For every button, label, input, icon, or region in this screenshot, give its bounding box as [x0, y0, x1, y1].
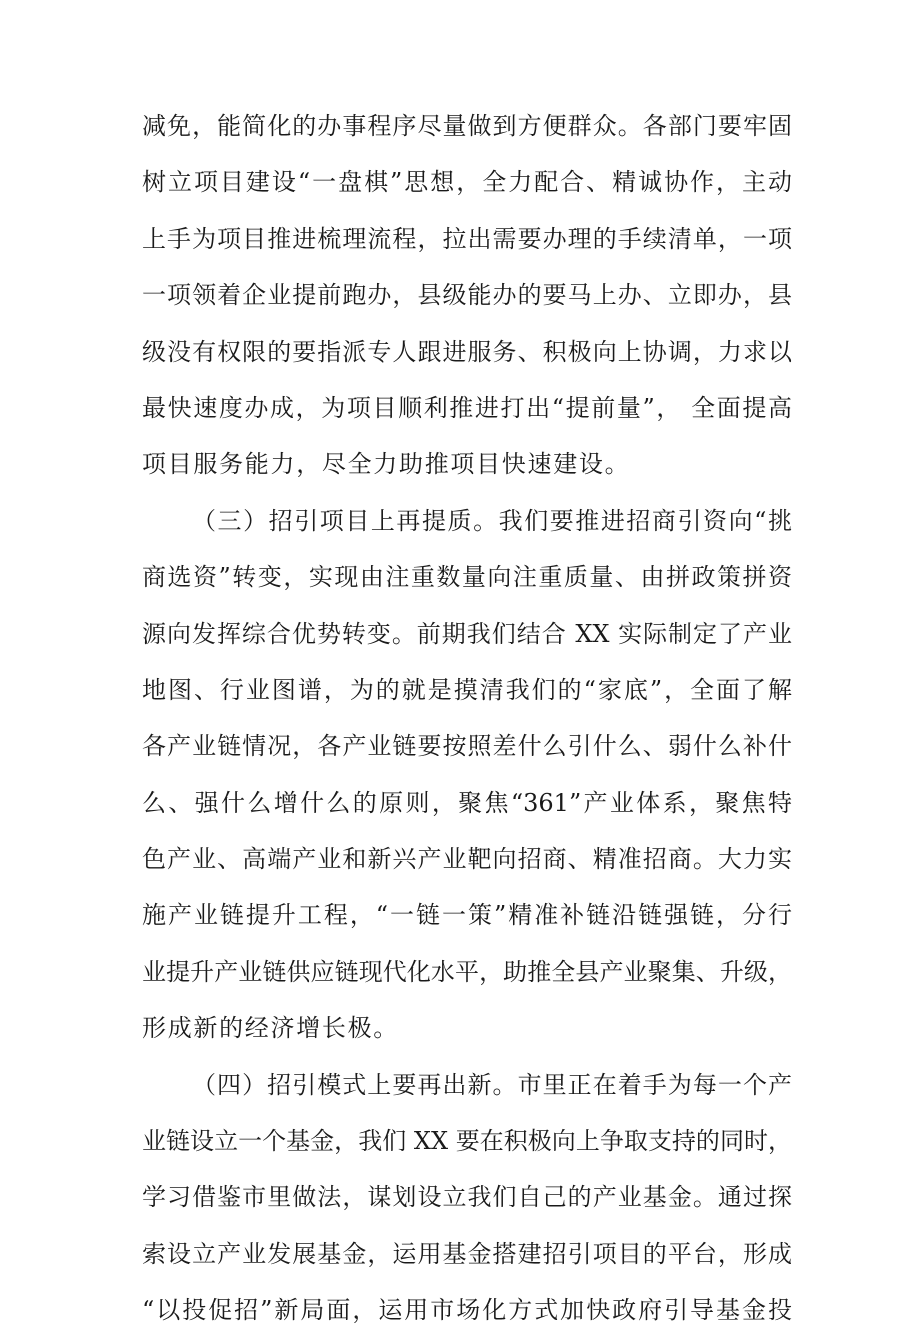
text-line: 地图、行业图谱，为的就是摸清我们的“家底”，全面了解	[142, 675, 792, 704]
text-line: 施产业链提升工程，“一链一策”精准补链沿链强链，分行	[142, 901, 792, 930]
text-line: 各产业链情况，各产业链要按照差什么引什么、弱什么补什	[142, 732, 792, 761]
section-heading-line: （三）招引项目上再提质。我们要推进招商引资向“挑	[192, 506, 792, 535]
text-line: 么、强什么增什么的原则，聚焦“361”产业体系，聚焦特	[142, 788, 792, 817]
text-line: 树立项目建设“一盘棋”思想，全力配合、精诚协作，主动	[142, 168, 792, 197]
text-line: 索设立产业发展基金，运用基金搭建招引项目的平台，形成	[142, 1239, 792, 1268]
section-heading-line: （四）招引模式上要再出新。市里正在着手为每一个产	[192, 1070, 792, 1099]
text-line: 一项领着企业提前跑办，县级能办的要马上办、立即办，县	[142, 281, 792, 310]
text-line: 减免，能简化的办事程序尽量做到方便群众。各部门要牢固	[142, 112, 792, 140]
text-line: 学习借鉴市里做法，谋划设立我们自己的产业基金。通过探	[142, 1183, 792, 1212]
text-line: 最快速度办成，为项目顺利推进打出“提前量”， 全面提高	[142, 393, 792, 422]
text-line: 源向发挥综合优势转变。前期我们结合 XX 实际制定了产业	[142, 619, 792, 648]
text-line: 项目服务能力，尽全力助推项目快速建设。	[142, 450, 631, 479]
body-text	[142, 98, 792, 1339]
text-line: 商选资”转变，实现由注重数量向注重质量、由拼政策拼资	[142, 563, 792, 592]
text-line: 级没有权限的要指派专人跟进服务、积极向上协调，力求以	[142, 337, 792, 366]
text-line: “以投促招”新局面，运用市场化方式加快政府引导基金投	[142, 1296, 792, 1325]
text-line: 业链设立一个基金，我们 XX 要在积极向上争取支持的同时，	[142, 1127, 792, 1156]
text-line: 业提升产业链供应链现代化水平，助推全县产业聚集、升级，	[142, 957, 792, 986]
text-line: 形成新的经济增长极。	[142, 1014, 399, 1043]
text-line: 色产业、高端产业和新兴产业靶向招商、精准招商。大力实	[142, 845, 792, 874]
text-line: 上手为项目推进梳理流程，拉出需要办理的手续清单，一项	[142, 224, 792, 253]
